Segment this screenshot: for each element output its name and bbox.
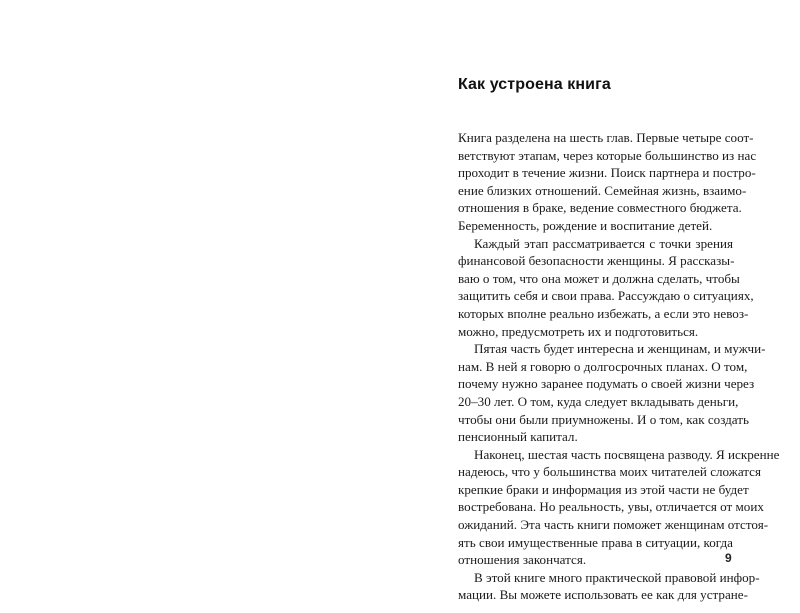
text-line: финансовой безопасности женщины. Я рассказы- — [458, 253, 735, 269]
paragraph — [458, 446, 780, 569]
text-line: востребована. Но реальность, увы, отличается от моих — [458, 499, 764, 515]
paragraph — [458, 235, 754, 341]
text-line: ение близких отношений. Семейная жизнь, взаимо- — [458, 182, 747, 198]
text-line: отношения закончатся. — [458, 552, 587, 568]
text-line: мации. Вы можете использовать ее как для устране- — [458, 587, 748, 603]
text-line: ять свои имущественные права в ситуации, когда — [458, 534, 733, 550]
paragraph — [458, 569, 760, 604]
text-line: Каждый этап рассматривается с точки зрения — [474, 235, 733, 251]
text-line: Пятая часть будет интересна и женщинам, и мужчи- — [474, 341, 766, 357]
text-line: 20–30 лет. О том, куда следует вкладывать деньги, — [458, 393, 739, 409]
text-line: ваю о том, что она может и должна сделать, чтобы — [458, 270, 740, 286]
text-line: Наконец, шестая часть посвящена разводу. Я искренне — [474, 446, 780, 462]
text-line: Беременность, рождение и воспитание детей. — [458, 217, 713, 233]
paragraph — [458, 129, 757, 235]
body-text — [458, 129, 780, 604]
text-line: надеюсь, что у большинства моих читателей сложатся — [458, 464, 762, 480]
text-line: Книга разделена на шесть глав. Первые четыре соот- — [458, 130, 754, 145]
text-line: чтобы они были приумножены. И о том, как создать — [458, 411, 749, 427]
text-line: крепкие браки и информация из этой части не будет — [458, 481, 749, 497]
text-line: ожиданий. Эта часть книги поможет женщинам отстоя- — [458, 517, 769, 533]
page-number: 9 — [725, 551, 732, 565]
text-line: пенсионный капитал. — [458, 429, 578, 445]
text-line: В этой книге много практической правовой инфор- — [474, 569, 760, 585]
text-line: почему нужно заранее подумать о своей жизни через — [458, 376, 755, 392]
text-line: проходит в течение жизни. Поиск партнера и постро- — [458, 165, 756, 181]
text-line: можно, предусмотреть их и подготовиться. — [458, 323, 699, 339]
text-line: защитить себя и свои права. Рассуждаю о ситуациях, — [458, 288, 754, 304]
chapter-heading: Как устроена книга — [458, 76, 611, 93]
paragraph — [458, 340, 766, 446]
text-line: которых вполне реально избежать, а если это невоз- — [458, 305, 749, 321]
text-line: нам. В ней я говорю о долгосрочных планах. О том, — [458, 358, 748, 374]
text-line: отношения в браке, ведение совместного бюджета. — [458, 200, 742, 216]
text-line: ветствуют этапам, через которые большинство из нас — [458, 147, 757, 163]
